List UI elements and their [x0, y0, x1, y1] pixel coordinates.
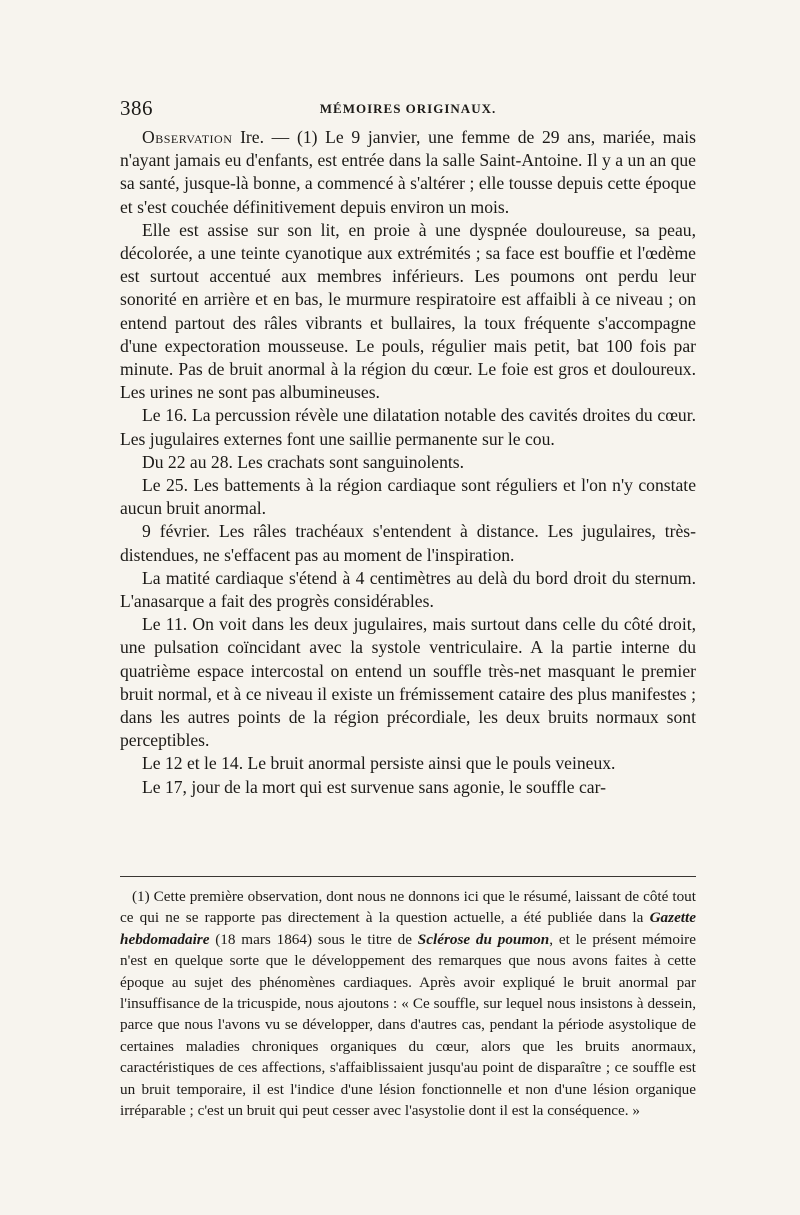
paragraph-10: Le 17, jour de la mort qui est survenue sans agonie, le souffle car-	[142, 776, 606, 797]
observation-number: Ire.	[240, 127, 264, 147]
footnote-paragraph	[120, 886, 696, 1121]
paragraph-observation-intro	[120, 126, 696, 219]
paragraph-5: Le 25. Les battements à la région cardiaque sont réguliers et l'on n'y constate aucun bruit anormal.	[120, 475, 696, 519]
paragraph-3: Le 16. La percussion révèle une dilatation notable des cavités droites du cœur. Les jugulaires externes font une saillie permanente sur le cou.	[120, 405, 696, 449]
paragraph-7: La matité cardiaque s'étend à 4 centimètres au delà du bord droit du sternum. L'anasarque a fait des progrès considérables.	[120, 567, 696, 612]
footnote-text-1: (1) Cette première observation, dont nous ne donnons ici que le résumé, laissant de côté tout ce qui ne se rapporte pas directement à la question actuelle, a été publiée dans la	[120, 888, 696, 927]
footnote-divider	[120, 876, 696, 877]
page-number: 386	[120, 96, 153, 120]
body-text	[120, 126, 696, 799]
paragraph-1-text: — (1) Le 9 janvier, une femme de 29 ans, mariée, mais n'ayant jamais eu d'enfants, est entrée dans la salle Saint-Antoine. Il y a un an que sa santé, jusque-là bonne, a commencé à s'altérer ; elle tousse depuis cette époque et s'est couchée définitivement depuis environ un mois.	[120, 127, 696, 217]
paragraph-2: Elle est assise sur son lit, en proie à une dyspnée douloureuse, sa peau, décolorée, a une teinte cyanotique aux extrémités ; sa face est bouffie et l'œdème est surtout accentué aux membres inférieurs. Les poumons ont perdu leur sonorité en arrière et en bas, le murmure respiratoire est affaibli à ce niveau ; on entend partout des râles vibrants et bullaires, la toux fréquente s'accompagne d'une expectoration mousseuse. Le pouls, régulier mais petit, bat 100 fois par minute. Pas de bruit anormal à la région du cœur. Le foie est gros et douloureux. Les urines ne sont pas albumineuses.	[120, 219, 696, 403]
footnote-article-title: Sclérose du poumon	[417, 930, 550, 948]
paragraph-9: Le 12 et le 14. Le bruit anormal persiste ainsi que le pouls veineux.	[142, 753, 616, 774]
footnote-text-3: , et le présent mémoire n'est en quelque sorte que le développement des remarques que nous avons faites à cette époque au sujet des phénomènes cardiaques. Après avoir expliqué le bruit anormal par l'insuffisance de la tricuspide, nous ajoutons : « Ce souffle, sur lequel nous insistons à dessein, parce que nous l'avons vu se développer, dans d'autres cas, pendant la période asystolique de certaines maladies chroniques organiques du cœur, alors que les bruits anormaux, caractéristiques de ces affections, s'affaiblissaient jusqu'au point de disparaître ; ce souffle est un bruit temporaire, il est l'indice d'une lésion fonctionnelle et non d'une lésion organique irréparable ; c'est un bruit qui peut cesser avec l'asystolie dont il est la conséquence. »	[120, 930, 696, 1120]
observation-label: Observation	[142, 127, 233, 147]
paragraph-6: 9 février. Les râles trachéaux s'entendent à distance. Les jugulaires, très-distendues, ne s'effacent pas au moment de l'inspiration.	[120, 521, 696, 565]
paragraph-4: Du 22 au 28. Les crachats sont sanguinolents.	[142, 451, 464, 472]
footnote-text-2: (18 mars 1864) sous le titre de	[209, 930, 418, 948]
page-header	[120, 96, 696, 122]
paragraph-8: Le 11. On voit dans les deux jugulaires, mais surtout dans celle du côté droit, une pulsation coïncidant avec la systole ventriculaire. A la partie interne du quatrième espace intercostal on entend un souffle très-net masquant le premier bruit normal, et à ce niveau il existe un frémissement cataire des plus manifestes ; dans les autres points de la région précordiale, les deux bruits normaux sont perceptibles.	[120, 614, 696, 751]
running-head: MÉMOIRES ORIGINAUX.	[319, 101, 497, 116]
footnote	[120, 886, 696, 1121]
footnote-journal-title: Gazette hebdomadaire	[120, 909, 696, 948]
